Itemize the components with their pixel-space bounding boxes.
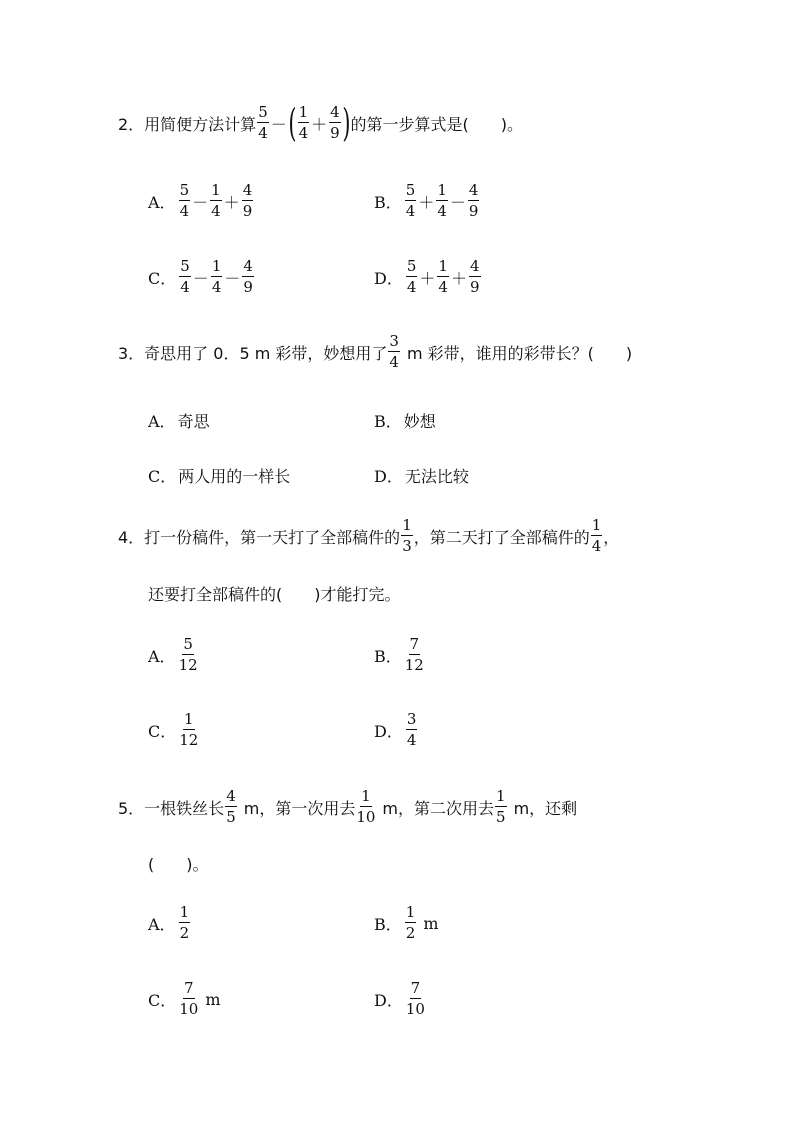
q4-fraction-1: $\frac{1}{3}$: [402, 516, 412, 555]
q5-option-c[interactable]: C． $\frac{7}{10}$ m: [148, 979, 221, 1018]
q3-suffix: m 彩带，谁用的彩带长？( ): [406, 343, 633, 363]
q5-fraction-1: $\frac{4}{5}$: [226, 787, 236, 826]
operator: ＋: [419, 268, 436, 288]
q5-option-d[interactable]: D． $\frac{7}{10}$: [374, 979, 425, 1018]
q2-fraction-c: $\frac{4}{9}$: [330, 103, 340, 142]
operator: ＋: [223, 192, 240, 212]
question-5-line2: ( )。: [148, 855, 209, 874]
q4-option-c[interactable]: C． $\frac{1}{12}$: [148, 710, 199, 749]
q3-option-a[interactable]: A． 奇思: [148, 412, 210, 431]
q3-fraction: $\frac{3}{4}$: [389, 332, 399, 371]
question-4-line2: 还要打全部稿件的( )才能打完。: [148, 585, 401, 604]
q5-fraction-3: $\frac{1}{5}$: [496, 787, 506, 826]
fraction: $\frac{1}{4}$: [211, 257, 222, 296]
operator: －: [192, 192, 209, 212]
q5-fraction-2: $\frac{1}{10}$: [356, 787, 376, 826]
q4-option-a[interactable]: A． $\frac{5}{12}$: [148, 635, 198, 674]
q4-fraction-2: $\frac{1}{4}$: [591, 516, 602, 555]
q3-option-b[interactable]: B． 妙想: [374, 412, 436, 431]
q2-prefix: 2．用简便方法计算: [118, 114, 257, 134]
fraction: $\frac{5}{4}$: [179, 181, 190, 220]
fraction: $\frac{5}{4}$: [406, 257, 417, 296]
q4-option-d[interactable]: D． $\frac{3}{4}$: [374, 710, 417, 749]
q4-option-b[interactable]: B． $\frac{7}{12}$: [374, 635, 424, 674]
fraction: $\frac{1}{4}$: [437, 181, 447, 220]
q2-option-a[interactable]: A． $\frac{5}{4}$ － $\frac{1}{4}$ ＋ $\frac{4}{9}$: [148, 181, 253, 220]
operator: ＋: [450, 268, 467, 288]
fraction: $\frac{5}{4}$: [405, 181, 416, 220]
operator: －: [449, 192, 466, 212]
q5-option-a[interactable]: A． $\frac{1}{2}$: [148, 903, 190, 942]
q2-option-c[interactable]: C． $\frac{5}{4}$ － $\frac{1}{4}$ － $\frac{4}{9}$: [148, 257, 253, 296]
q3-option-c[interactable]: C． 两人用的一样长: [148, 467, 291, 486]
q5-option-b[interactable]: B． $\frac{1}{2}$ m: [374, 903, 439, 942]
fraction: $\frac{4}{9}$: [468, 181, 479, 220]
q3-option-d[interactable]: D． 无法比较: [374, 467, 469, 486]
right-paren: ): [342, 101, 351, 145]
q2-suffix: 的第一步算式是( )。: [350, 114, 524, 134]
fraction: $\frac{4}{9}$: [243, 257, 253, 296]
left-paren: (: [288, 101, 297, 145]
operator: ＋: [418, 192, 435, 212]
question-4: 4．打一份稿件，第一天打了全部稿件的 $\frac{1}{3}$ ，第二天打了全部稿件的 $\frac{1}{4}$ ，: [118, 516, 620, 555]
q2-fraction-a: $\frac{5}{4}$: [258, 103, 268, 142]
fraction: $\frac{1}{4}$: [211, 181, 221, 220]
fraction: $\frac{1}{4}$: [438, 257, 448, 296]
operator: －: [192, 268, 209, 288]
question-5: 5．一根铁丝长 $\frac{4}{5}$ m，第一次用去 $\frac{1}{10}$ m，第二次用去 $\frac{1}{5}$ m，还剩: [118, 787, 578, 826]
fraction: $\frac{5}{4}$: [180, 257, 190, 296]
q2-option-d[interactable]: D． $\frac{5}{4}$ ＋ $\frac{1}{4}$ ＋ $\frac{4}{9}$: [374, 257, 480, 296]
fraction: $\frac{4}{9}$: [469, 257, 480, 296]
question-3: [118, 334, 632, 370]
q3-prefix: 3．奇思用了 0．5 m 彩带，妙想用了: [118, 343, 388, 363]
q2-option-b[interactable]: B． $\frac{5}{4}$ ＋ $\frac{1}{4}$ － $\frac{4}{9}$: [374, 181, 479, 220]
fraction: $\frac{4}{9}$: [242, 181, 253, 220]
q2-fraction-b: $\frac{1}{4}$: [298, 103, 309, 142]
question-2: 2．用简便方法计算 $\frac{5}{4}$ － ( $\frac{1}{4}$ ＋ $\frac{4}{9}$ ) 的第一步算式是( )。: [118, 101, 524, 145]
operator: －: [224, 268, 241, 288]
